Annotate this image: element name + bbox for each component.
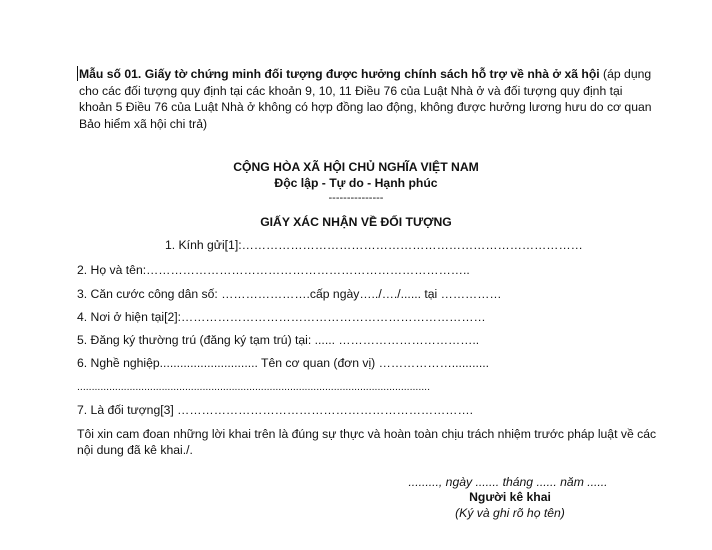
field-permanent-registration: 5. Đăng ký thường trú (đăng ký tạm trú) tại: ...... ……………………………..	[77, 333, 480, 347]
field-full-name: 2. Họ và tên:……………………………………………………………………..	[77, 263, 470, 277]
field-recipient: 1. Kính gửi[1]:…………………………………………………………………………	[165, 238, 583, 252]
signature-role: Người kê khai	[469, 490, 551, 504]
form-header	[79, 66, 659, 132]
form-applicability: (áp dụng cho các đối tượng quy định tại các khoản 9, 10, 11 Điều 76 của Luật Nhà ở và đối tượng quy định tại khoản 5 Điều 76 của Luật Nhà ở không có hợp đồng lao động, không được hưởng lương hưu do cơ quan Bảo hiểm xã hội chi trả)	[79, 67, 652, 131]
field-citizen-id: 3. Căn cước công dân số: ………………….cấp ngày…../…./...... tại ……………	[77, 287, 502, 301]
declaration-line-1: Tôi xin cam đoan những lời khai trên là đúng sự thực và hoàn toàn chịu trách nhiệm trước pháp luật về các	[77, 427, 657, 441]
document-title: GIẤY XÁC NHẬN VỀ ĐỐI TƯỢNG	[260, 215, 452, 229]
field-beneficiary-type: 7. Là đối tượng[3] ……………………………………………………………….	[77, 403, 474, 417]
national-name: CỘNG HÒA XÃ HỘI CHỦ NGHĨA VIỆT NAM	[233, 160, 479, 174]
declaration-line-2: nội dung đã kê khai./.	[77, 443, 193, 457]
text-cursor	[77, 66, 78, 81]
signature-note: (Ký và ghi rõ họ tên)	[455, 506, 565, 520]
national-motto: Độc lập - Tự do - Hạnh phúc	[274, 176, 438, 190]
signature-date: ........., ngày ....... tháng ...... năm ......	[408, 475, 608, 489]
form-number-title: Mẫu số 01. Giấy tờ chứng minh đối tượng được hưởng chính sách hỗ trợ về nhà ở xã hội	[79, 67, 600, 81]
title-divider: ---------------	[328, 192, 384, 204]
field-current-address: 4. Nơi ở hiện tại[2]:…………………………………………………………………	[77, 310, 486, 324]
field-continuation-line: .........................................................................................................................	[77, 381, 430, 393]
field-occupation: 6. Nghề nghiệp............................. Tên cơ quan (đơn vị) ………………...........	[77, 356, 490, 370]
